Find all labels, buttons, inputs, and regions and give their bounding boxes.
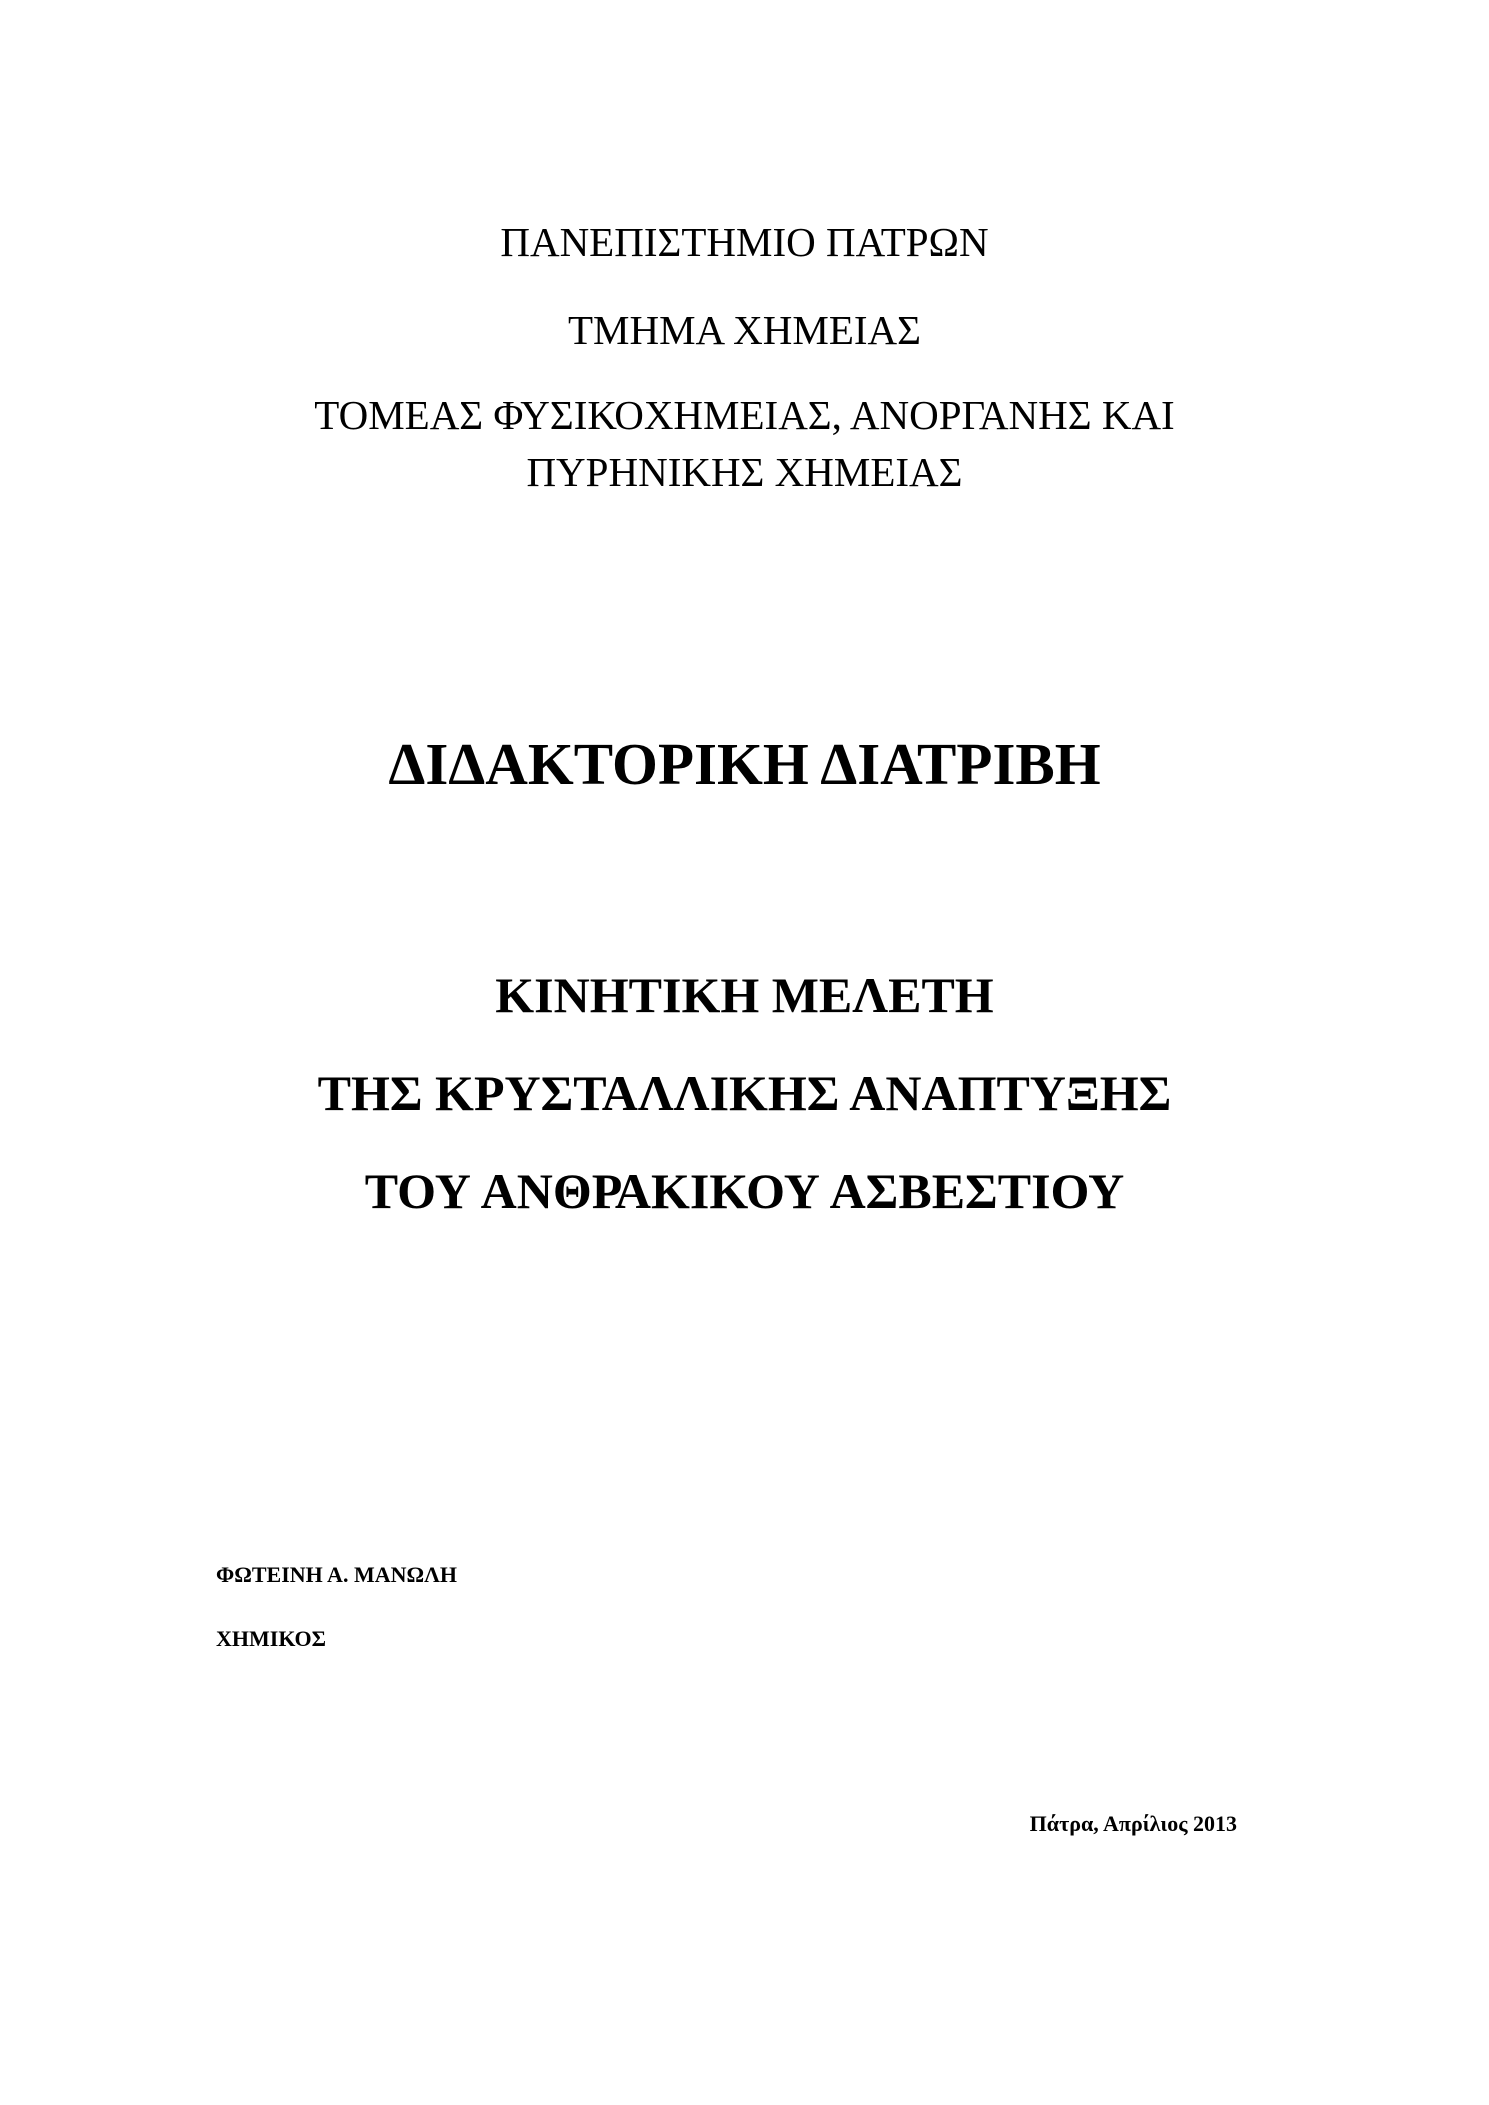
section-name-line-1: ΤΟΜΕΑΣ ΦΥΣΙΚΟΧΗΜΕΙΑΣ, ΑΝΟΡΓΑΝΗΣ ΚΑΙ <box>314 392 1175 438</box>
author-name: ΦΩΤΕΙΝΗ Α. ΜΑΝΩΛΗ <box>216 1562 457 1587</box>
section-name-line-2: ΠΥΡΗΝΙΚΗΣ ΧΗΜΕΙΑΣ <box>526 449 963 495</box>
thesis-title-line-1: ΚΙΝΗΤΙΚΗ ΜΕΛΕΤΗ <box>495 967 994 1023</box>
thesis-title-line-3: ΤΟΥ ΑΝΘΡΑΚΙΚΟΥ ΑΣΒΕΣΤΙΟΥ <box>364 1163 1125 1219</box>
document-type-heading: ΔΙΔΑΚΤΟΡΙΚΗ ΔΙΑΤΡΙΒΗ <box>388 731 1101 797</box>
department-name: ΤΜΗΜΑ ΧΗΜΕΙΑΣ <box>567 307 921 353</box>
university-name: ΠΑΝΕΠΙΣΤΗΜΙΟ ΠΑΤΡΩΝ <box>500 219 989 265</box>
place-and-date: Πάτρα, Απρίλιος 2013 <box>1029 1811 1237 1836</box>
author-profession: ΧΗΜΙΚΟΣ <box>216 1626 326 1651</box>
thesis-title-line-2: ΤΗΣ ΚΡΥΣΤΑΛΛΙΚΗΣ ΑΝΑΠΤΥΞΗΣ <box>317 1065 1172 1121</box>
